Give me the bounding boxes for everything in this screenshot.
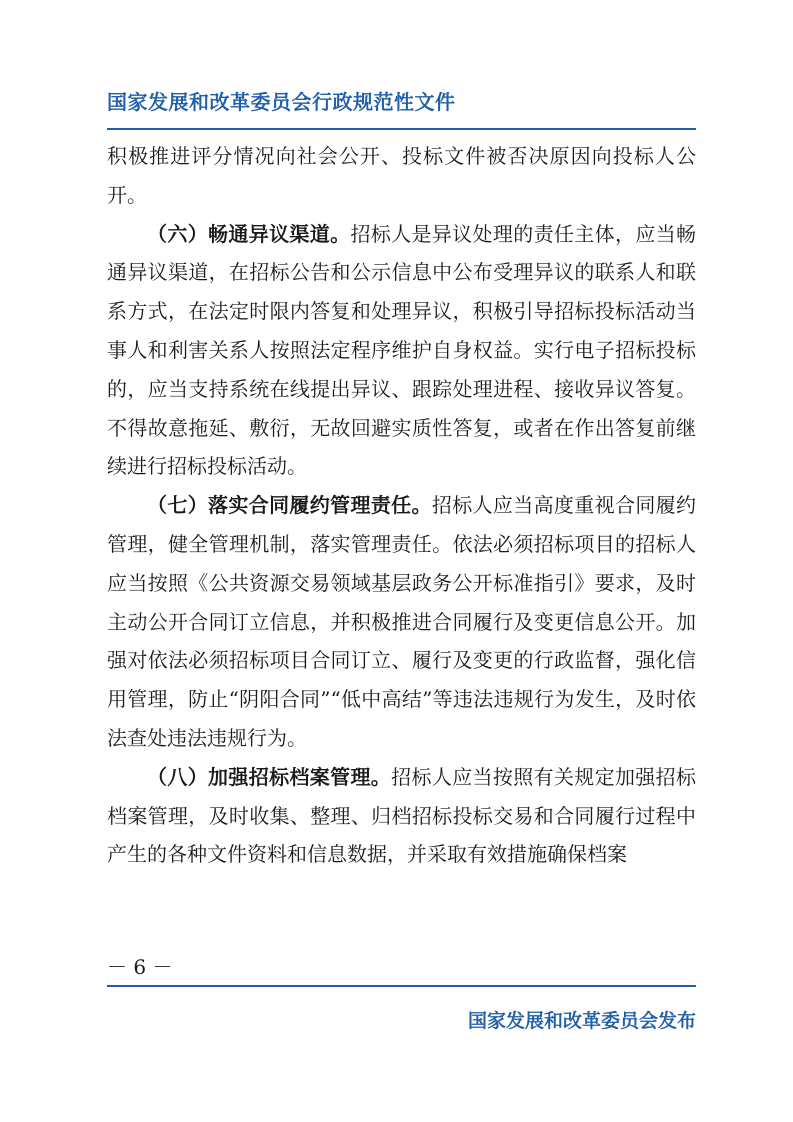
footer-divider [107, 985, 696, 987]
section-heading-7: （七）落实合同履约管理责任。 [147, 493, 432, 518]
page-number: － 6 － [107, 955, 173, 979]
section-paragraph-6 [107, 215, 696, 487]
footer-publisher: 国家发展和改革委员会发布 [467, 1010, 696, 1032]
section-paragraph-7 [107, 486, 696, 758]
section-heading-8: （八）加强招标档案管理。 [147, 764, 392, 789]
continuation-paragraph: 积极推进评分情况向社会公开、投标文件被否决原因向投标人公开。 [107, 144, 696, 207]
section-text-7: 招标人应当高度重视合同履约管理，健全管理机制，落实管理责任。依法必须招标项目的招标人应当按照《公共资源交易领域基层政务公开标准指引》要求，及时主动公开合同订立信息，并积极推进合同履行及变更信息公开。加强对依法必须招标项目合同订立、履行及变更的行政监督，强化信用管理，防止“阴阳合同”“低中高结”等违法违规行为发生，及时依法查处违法违规行为。 [107, 493, 697, 750]
section-paragraph-8 [107, 758, 696, 874]
document-body [107, 137, 696, 874]
section-text-6: 招标人是异议处理的责任主体，应当畅通异议渠道，在招标公告和公示信息中公布受理异议的联系人和联系方式，在法定时限内答复和处理异议，积极引导招标投标活动当事人和利害关系人按照法定程序维护自身权益。实行电子招标投标的，应当支持系统在线提出异议、跟踪处理进程、接收异议答复。不得故意拖延、敷衍，无故回避实质性答复，或者在作出答复前继续进行招标投标活动。 [107, 221, 697, 479]
document-header-title: 国家发展和改革委员会行政规范性文件 [107, 90, 456, 114]
section-text-8: 招标人应当按照有关规定加强招标档案管理，及时收集、整理、归档招标投标交易和合同履行过程中产生的各种文件资料和信息数据，并采取有效措施确保档案 [107, 764, 697, 867]
header-divider [107, 128, 696, 130]
section-heading-6: （六）畅通异议渠道。 [147, 221, 351, 246]
